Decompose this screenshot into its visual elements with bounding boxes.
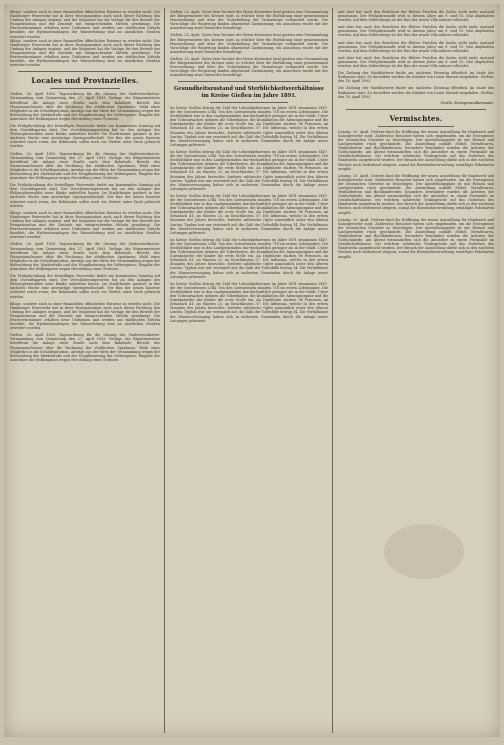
article-text: Die Frühjahrsübung der freiwilligen Feuerwehr findet am kommenden Sonntag auf dem Oswaldsgarten statt. Der Verschönerungsverein hat an den Anlagen des Philosophenwaldes neue Bänke aufstellen lassen. Im Stadttheater gastiert in der nächsten Woche eine auswärtige Operngesellschaft. Der Bau der neuen Kaserne schreitet rasch voran; die Rohbauten sollen noch vor Herbst unter Dach gebracht werden. bbox=[10, 183, 160, 208]
section-divider bbox=[50, 88, 120, 89]
article-text: Die Frühjahrsübung der freiwilligen Feuerwehr findet am kommenden Sonntag auf dem Oswaldsgarten statt. Der Verschönerungsverein hat an den Anlagen des Philosophenwaldes neue Bänke aufstellen lassen. Im Stadttheater gastiert in der nächsten Woche eine auswärtige Operngesellschaft. Der Bau der neuen Kaserne schreitet rasch voran; die Rohbauten sollen noch vor Herbst unter Dach gebracht werden. bbox=[10, 123, 160, 149]
article-text: Gießen, 25. April. Unter dem Vorsitze des Herrn Kreisrates fand gestern eine Versammlung der Bürgermeister des Kreises statt, in welcher über die Einführung einer gemeinsamen Feuerordnung und über die Unterhaltung der Vicinalwege verhandelt wurde. Die Vorschläge der Regierung fanden allgemeine Zustimmung; ein Ausschuss wurde mit der Ausarbeitung eines Entwurfes beauftragt. bbox=[170, 10, 328, 31]
section-divider bbox=[178, 81, 320, 82]
article-text: Gießen, 26. April 1893. Tagesordnung für die Sitzung der Stadtverordneten-Versammlung vom Donnerstag den 27. April 1893. Vorlage des Bürgermeisters betreffend die Anlage einer Straße nach dem Bahnhofe; Bericht des Finanzausschusses über die Rechnung der städtischen Sparkasse; Wahl eines Mitgliedes in die Schuldeputation; Anträge aus der Mitte der Versammlung wegen der Beleuchtung der Marktstraße und der Neupflasterung der Seltersgasse; Eingabe der Anwohner der Wolkengasse wegen Herstellung eines Trottoirs. bbox=[10, 242, 160, 271]
column-2 bbox=[170, 10, 328, 731]
notice-signature: Großh. Kreisgesundheitsamt. bbox=[440, 100, 494, 105]
section-divider bbox=[18, 71, 152, 72]
article-text: und aber hat nach den Berichten der Blätter Preußen die Sache nicht mehr Anstand genommen. Der Frühjahrsmarkt wird in diesem Jahre am 9. und 10. Mai abgehalten werden. Auf dem Seltersberge ist der Bau der neuen Villa nahezu vollendet. bbox=[338, 25, 494, 38]
article-text: Leipzig, 20. April. Gestern fand die Eröffnung der neuen Ausstellung für Handwerk und Kunstgewerbe statt. Zahlreiche Besucher hatten sich eingefunden, um die Erzeugnisse der heimischen Gewerbe zu besichtigen. Der Ausstellungsplatz ist mit Fahnen und Laubgewinden reich geschmückt. Die Ausstellung umfaßt Möbel, Metallwaren, Textilarbeiten und Buchbindereien; besonders bewundert wurden die Arbeiten der Goldschmiede. Am Abend versammelten sich die Aussteller zu einem Festmahle im Gesellschaftshause, bei welchem zahlreiche Trinksprüche auf das Gedeihen des Handwerks ausgebracht wurden. Der Besuch der Ausstellung dürfte sich in den nächsten Wochen noch bedeutend steigern, zumal die Eisenbahnverwaltung ermäßigte Fahrkarten ausgibt. bbox=[338, 129, 494, 171]
column-1 bbox=[10, 10, 160, 731]
column-rule bbox=[164, 8, 165, 733]
section-heading-report: Gesundheitszustand und Sterblichkeitsverhältnisse im Kreise Gießen im Jahre 1891. bbox=[173, 86, 325, 99]
article-text: Die Frühjahrsübung der freiwilligen Feuerwehr findet am kommenden Sonntag auf dem Oswaldsgarten statt. Der Verschönerungsverein hat an den Anlagen des Philosophenwaldes neue Bänke aufstellen lassen. Im Stadttheater gastiert in der nächsten Woche eine auswärtige Operngesellschaft. Der Bau der neuen Kaserne schreitet rasch voran; die Rohbauten sollen noch vor Herbst unter Dach gebracht werden. bbox=[10, 274, 160, 299]
section-divider bbox=[210, 102, 288, 103]
section-divider bbox=[346, 109, 486, 110]
column-3 bbox=[338, 10, 494, 731]
article-text: Gießen, 25. April. Unter dem Vorsitze des Herrn Kreisrates fand gestern eine Versammlung der Bürgermeister des Kreises statt, in welcher über die Einführung einer gemeinsamen Feuerordnung und über die Unterhaltung der Vicinalwege verhandelt wurde. Die Vorschläge der Regierung fanden allgemeine Zustimmung; ein Ausschuss wurde mit der Ausarbeitung eines Entwurfes beauftragt. bbox=[170, 56, 328, 78]
section-heading-local: Locales und Provinzielles. bbox=[31, 76, 139, 86]
article-text: Im Kreise Gießen betrug die Zahl der Lebendgeborenen im Jahre 1891 zusammen 3467, die der Gestorbenen 2384. Von den Gestorbenen standen 718 im ersten Lebensjahre. Die Sterblichkeit war in den Landgemeinden durchschnittlich geringer als in der Stadt. Unter den Todesursachen nehmen die Tuberkulose, die Krankheiten der Atmungsorgane und die Darmkatarrhe der Kinder die erste Stelle ein. An Diphtherie starben 96 Personen, an Scharlach 41, an Masern 23, an Keuchhusten 57. Die Influenza, welche in den ersten Monaten des Jahres herrschte, forderte zahlreiche Opfer namentlich unter den älteren Leuten. Typhus trat nur vereinzelt auf; die Zahl der Todesfälle betrug 14. Die Verhältnisse der Wasserversorgung haben sich in mehreren Gemeinden durch die Anlage neuer Leitungen gebessert. bbox=[170, 193, 328, 235]
section-heading-misc: Vermischtes. bbox=[389, 113, 443, 123]
article-text: Gießen, 26. April 1893. Tagesordnung für die Sitzung der Stadtverordneten-Versammlung vom Donnerstag den 27. April 1893. Vorlage des Bürgermeisters betreffend die Anlage einer Straße nach dem Bahnhofe; Bericht des Finanzausschusses über die Rechnung der städtischen Sparkasse; Wahl eines Mitgliedes in die Schuldeputation; Anträge aus der Mitte der Versammlung wegen der Beleuchtung der Marktstraße und der Neupflasterung der Seltersgasse; Eingabe der Anwohner der Wolkengasse wegen Herstellung eines Trottoirs. bbox=[10, 151, 160, 181]
article-text: Gießen, 26. April 1893. Tagesordnung für die Sitzung der Stadtverordneten-Versammlung vom Donnerstag den 27. April 1893. Vorlage des Bürgermeisters betreffend die Anlage einer Straße nach dem Bahnhofe; Bericht des Finanzausschusses über die Rechnung der städtischen Sparkasse; Wahl eines Mitgliedes in die Schuldeputation; Anträge aus der Mitte der Versammlung wegen der Beleuchtung der Marktstraße und der Neupflasterung der Seltersgasse; Eingabe der Anwohner der Wolkengasse wegen Herstellung eines Trottoirs. bbox=[10, 92, 160, 121]
article-text: Gießen, 25. April. Unter dem Vorsitze des Herrn Kreisrates fand gestern eine Versammlung der Bürgermeister des Kreises statt, in welcher über die Einführung einer gemeinsamen Feuerordnung und über die Unterhaltung der Vicinalwege verhandelt wurde. Die Vorschläge der Regierung fanden allgemeine Zustimmung; ein Ausschuss wurde mit der Ausarbeitung eines Entwurfes beauftragt. bbox=[170, 33, 328, 54]
section-divider bbox=[378, 126, 454, 127]
article-text: und aber hat nach den Berichten der Blätter Preußen die Sache nicht mehr Anstand genommen. Der Frühjahrsmarkt wird in diesem Jahre am 9. und 10. Mai abgehalten werden. Auf dem Seltersberge ist der Bau der neuen Villa nahezu vollendet. bbox=[338, 40, 494, 53]
article-text: fähige, sondern auch in einer finanziellen öffentlichen Existenz zu werden sucht. Die Hamburger Feuerwehr hat in ihrer Reorganisation auch nach dieser Richtung den Umfang der Anlagen ergänzt, und der Magistrat hat die Vorlage für den Betrieb der Pumpenstation und der Zentrale mit entsprechenden Mitteln genehmigt. Die Feuerwehrmänner erhalten neue Uniformen und werden aus städtischen Mitteln besoldet; die Hydrantenanlagen der Wasserleitung sind an sämtlichen Straßen erweitert worden. bbox=[10, 301, 160, 331]
article-text: Im Kreise Gießen betrug die Zahl der Lebendgeborenen im Jahre 1891 zusammen 3467, die der Gestorbenen 2384. Von den Gestorbenen standen 718 im ersten Lebensjahre. Die Sterblichkeit war in den Landgemeinden durchschnittlich geringer als in der Stadt. Unter den Todesursachen nehmen die Tuberkulose, die Krankheiten der Atmungsorgane und die Darmkatarrhe der Kinder die erste Stelle ein. An Diphtherie starben 96 Personen, an Scharlach 41, an Masern 23, an Keuchhusten 57. Die Influenza, welche in den ersten Monaten des Jahres herrschte, forderte zahlreiche Opfer namentlich unter den älteren Leuten. Typhus trat nur vereinzelt auf; die Zahl der Todesfälle betrug 14. Die Verhältnisse der Wasserversorgung haben sich in mehreren Gemeinden durch die Anlage neuer Leitungen gebessert. bbox=[170, 237, 328, 279]
article-text: Gießen, 26. April 1893. Tagesordnung für die Sitzung der Stadtverordneten-Versammlung vom Donnerstag den 27. April 1893. Vorlage des Bürgermeisters betreffend die Anlage einer Straße nach dem Bahnhofe; Bericht des Finanzausschusses über die Rechnung der städtischen Sparkasse; Wahl eines Mitgliedes in die Schuldeputation; Anträge aus der Mitte der Versammlung wegen der Beleuchtung der Marktstraße und der Neupflasterung der Seltersgasse; Eingabe der Anwohner der Wolkengasse wegen Herstellung eines Trottoirs. bbox=[10, 333, 160, 362]
article-text: Im Kreise Gießen betrug die Zahl der Lebendgeborenen im Jahre 1891 zusammen 3467, die der Gestorbenen 2384. Von den Gestorbenen standen 718 im ersten Lebensjahre. Die Sterblichkeit war in den Landgemeinden durchschnittlich geringer als in der Stadt. Unter den Todesursachen nehmen die Tuberkulose, die Krankheiten der Atmungsorgane und die Darmkatarrhe der Kinder die erste Stelle ein. An Diphtherie starben 96 Personen, an Scharlach 41, an Masern 23, an Keuchhusten 57. Die Influenza, welche in den ersten Monaten des Jahres herrschte, forderte zahlreiche Opfer namentlich unter den älteren Leuten. Typhus trat nur vereinzelt auf; die Zahl der Todesfälle betrug 14. Die Verhältnisse der Wasserversorgung haben sich in mehreren Gemeinden durch die Anlage neuer Leitungen gebessert. bbox=[170, 149, 328, 191]
notice-text: Die Ziehung der Marktlotterie findet am nächsten Dienstag öffentlich im Saale des Rathauses statt. Zu derselben werden die Inhaber von Losen hiermit eingeladen. Gießen, den 18. April 1893. bbox=[338, 71, 494, 84]
article-text: und aber hat nach den Berichten der Blätter Preußen die Sache nicht mehr Anstand genommen. Der Frühjahrsmarkt wird in diesem Jahre am 9. und 10. Mai abgehalten werden. Auf dem Seltersberge ist der Bau der neuen Villa nahezu vollendet. bbox=[338, 10, 494, 23]
column-rule bbox=[332, 8, 333, 733]
article-text: Im Kreise Gießen betrug die Zahl der Lebendgeborenen im Jahre 1891 zusammen 3467, die der Gestorbenen 2384. Von den Gestorbenen standen 718 im ersten Lebensjahre. Die Sterblichkeit war in den Landgemeinden durchschnittlich geringer als in der Stadt. Unter den Todesursachen nehmen die Tuberkulose, die Krankheiten der Atmungsorgane und die Darmkatarrhe der Kinder die erste Stelle ein. An Diphtherie starben 96 Personen, an Scharlach 41, an Masern 23, an Keuchhusten 57. Die Influenza, welche in den ersten Monaten des Jahres herrschte, forderte zahlreiche Opfer namentlich unter den älteren Leuten. Typhus trat nur vereinzelt auf; die Zahl der Todesfälle betrug 14. Die Verhältnisse der Wasserversorgung haben sich in mehreren Gemeinden durch die Anlage neuer Leitungen gebessert. bbox=[170, 106, 328, 147]
article-text: fähige, sondern auch in einer finanziellen öffentlichen Existenz zu werden sucht. Die Hamburger Feuerwehr hat in ihrer Reorganisation auch nach dieser Richtung den Umfang der Anlagen ergänzt, und der Magistrat hat die Vorlage für den Betrieb der Pumpenstation und der Zentrale mit entsprechenden Mitteln genehmigt. Die Feuerwehrmänner erhalten neue Uniformen und werden aus städtischen Mitteln besoldet; die Hydrantenanlagen der Wasserleitung sind an sämtlichen Straßen erweitert worden. bbox=[10, 210, 160, 240]
newspaper-page bbox=[4, 4, 500, 737]
article-text: fähige, sondern auch in einer finanziellen öffentlichen Existenz zu werden sucht. Die Hamburger Feuerwehr hat in ihrer Reorganisation auch nach dieser Richtung den Umfang der Anlagen ergänzt, und der Magistrat hat die Vorlage für den Betrieb der Pumpenstation und der Zentrale mit entsprechenden Mitteln genehmigt. Die Feuerwehrmänner erhalten neue Uniformen und werden aus städtischen Mitteln besoldet; die Hydrantenanlagen der Wasserleitung sind an sämtlichen Straßen erweitert worden. bbox=[10, 38, 160, 68]
article-text: Leipzig, 20. April. Gestern fand die Eröffnung der neuen Ausstellung für Handwerk und Kunstgewerbe statt. Zahlreiche Besucher hatten sich eingefunden, um die Erzeugnisse der heimischen Gewerbe zu besichtigen. Der Ausstellungsplatz ist mit Fahnen und Laubgewinden reich geschmückt. Die Ausstellung umfaßt Möbel, Metallwaren, Textilarbeiten und Buchbindereien; besonders bewundert wurden die Arbeiten der Goldschmiede. Am Abend versammelten sich die Aussteller zu einem Festmahle im Gesellschaftshause, bei welchem zahlreiche Trinksprüche auf das Gedeihen des Handwerks ausgebracht wurden. Der Besuch der Ausstellung dürfte sich in den nächsten Wochen noch bedeutend steigern, zumal die Eisenbahnverwaltung ermäßigte Fahrkarten ausgibt. bbox=[338, 173, 494, 215]
article-text: fähige, sondern auch in einer finanziellen öffentlichen Existenz zu werden sucht. Die Hamburger Feuerwehr hat in ihrer Reorganisation auch nach dieser Richtung den Umfang der Anlagen ergänzt, und der Magistrat hat die Vorlage für den Betrieb der Pumpenstation und der Zentrale mit entsprechenden Mitteln genehmigt. Die Feuerwehrmänner erhalten neue Uniformen und werden aus städtischen Mitteln besoldet; die Hydrantenanlagen der Wasserleitung sind an sämtlichen Straßen erweitert worden. bbox=[10, 10, 160, 39]
article-text: Leipzig, 20. April. Gestern fand die Eröffnung der neuen Ausstellung für Handwerk und Kunstgewerbe statt. Zahlreiche Besucher hatten sich eingefunden, um die Erzeugnisse der heimischen Gewerbe zu besichtigen. Der Ausstellungsplatz ist mit Fahnen und Laubgewinden reich geschmückt. Die Ausstellung umfaßt Möbel, Metallwaren, Textilarbeiten und Buchbindereien; besonders bewundert wurden die Arbeiten der Goldschmiede. Am Abend versammelten sich die Aussteller zu einem Festmahle im Gesellschaftshause, bei welchem zahlreiche Trinksprüche auf das Gedeihen des Handwerks ausgebracht wurden. Der Besuch der Ausstellung dürfte sich in den nächsten Wochen noch bedeutend steigern, zumal die Eisenbahnverwaltung ermäßigte Fahrkarten ausgibt. bbox=[338, 217, 494, 259]
article-text: Im Kreise Gießen betrug die Zahl der Lebendgeborenen im Jahre 1891 zusammen 3467, die der Gestorbenen 2384. Von den Gestorbenen standen 718 im ersten Lebensjahre. Die Sterblichkeit war in den Landgemeinden durchschnittlich geringer als in der Stadt. Unter den Todesursachen nehmen die Tuberkulose, die Krankheiten der Atmungsorgane und die Darmkatarrhe der Kinder die erste Stelle ein. An Diphtherie starben 96 Personen, an Scharlach 41, an Masern 23, an Keuchhusten 57. Die Influenza, welche in den ersten Monaten des Jahres herrschte, forderte zahlreiche Opfer namentlich unter den älteren Leuten. Typhus trat nur vereinzelt auf; die Zahl der Todesfälle betrug 14. Die Verhältnisse der Wasserversorgung haben sich in mehreren Gemeinden durch die Anlage neuer Leitungen gebessert. bbox=[170, 281, 328, 323]
article-text: und aber hat nach den Berichten der Blätter Preußen die Sache nicht mehr Anstand genommen. Der Frühjahrsmarkt wird in diesem Jahre am 9. und 10. Mai abgehalten werden. Auf dem Seltersberge ist der Bau der neuen Villa nahezu vollendet. bbox=[338, 55, 494, 69]
notice-text: Die Ziehung der Marktlotterie findet am nächsten Dienstag öffentlich im Saale des Rathauses statt. Zu derselben werden die Inhaber von Losen hiermit eingeladen. Gießen, den 18. April 1893. bbox=[338, 86, 494, 99]
